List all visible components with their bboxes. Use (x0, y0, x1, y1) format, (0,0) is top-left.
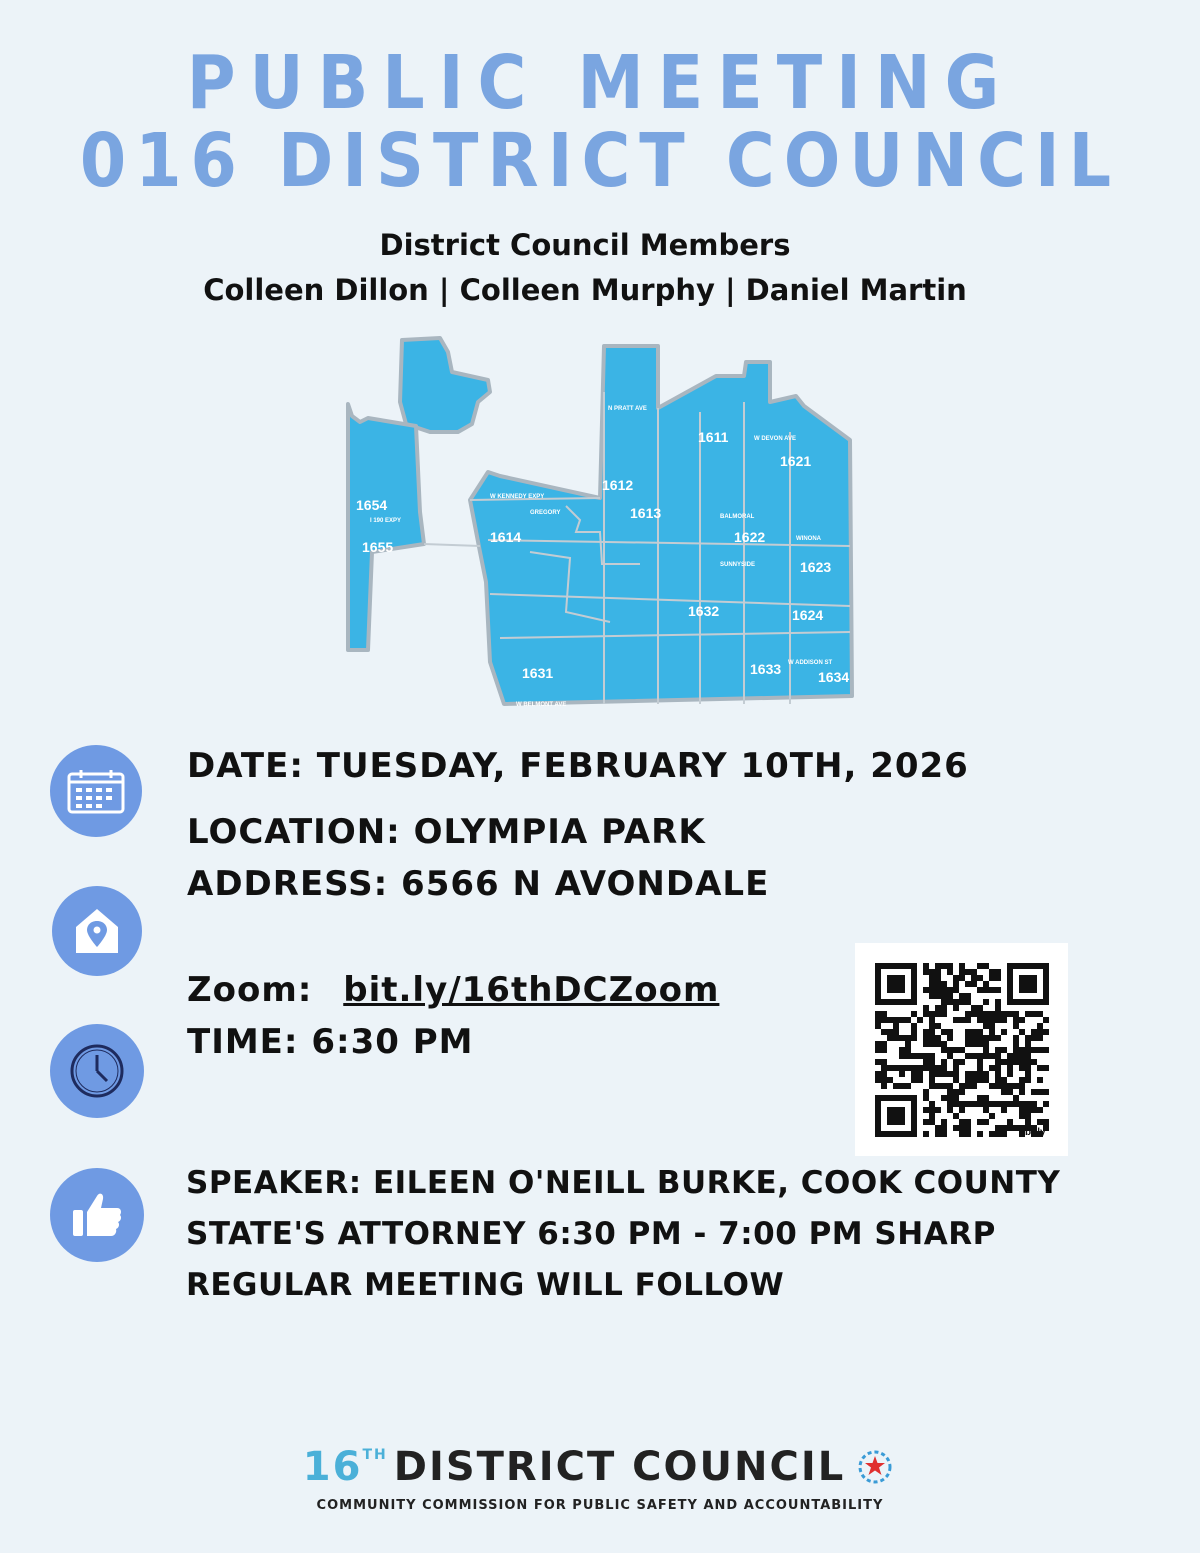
title-line-1: PUBLIC MEETING (186, 40, 1014, 126)
speaker-block (186, 1158, 1060, 1311)
beat-label-1631: 1631 (522, 665, 554, 681)
district-map (340, 332, 860, 712)
street-label-i190: I 190 EXPY (370, 518, 402, 524)
speaker-line-3: REGULAR MEETING WILL FOLLOW (186, 1267, 785, 1303)
footer-subtitle: COMMUNITY COMMISSION FOR PUBLIC SAFETY AND ACCOUNTABILITY (316, 1498, 884, 1513)
beat-label-1632: 1632 (688, 603, 720, 619)
speaker-line-2: STATE'S ATTORNEY 6:30 PM - 7:00 PM SHARP (186, 1216, 996, 1252)
street-label-kennedy: W KENNEDY EXPY (490, 494, 545, 500)
beat-label-1633: 1633 (750, 661, 782, 677)
zoom-label: Zoom: (187, 970, 313, 1010)
beat-label-1611: 1611 (698, 429, 729, 445)
members-names: Colleen Dillon | Colleen Murphy | Daniel Martin (203, 273, 967, 307)
footer-number: 16 (302, 1444, 363, 1490)
beat-label-1634: 1634 (818, 669, 850, 685)
beat-label-1623: 1623 (800, 559, 832, 575)
footer-logo (303, 1444, 897, 1490)
calendar-icon (50, 745, 142, 837)
chicago-star-icon (853, 1445, 897, 1489)
map-area-west (348, 404, 424, 650)
street-label-gregory: GREGORY (530, 510, 561, 516)
footer (0, 1444, 1200, 1513)
beat-label-1622: 1622 (734, 529, 766, 545)
map-area-main (470, 346, 852, 704)
meeting-date: DATE: TUESDAY, FEBRUARY 10TH, 2026 (187, 746, 969, 786)
footer-name: DISTRICT COUNCIL (393, 1444, 846, 1490)
beat-label-1613: 1613 (630, 505, 662, 521)
qr-code-pattern (855, 943, 1068, 1156)
qr-brand-label: bitly (1025, 1127, 1046, 1138)
meeting-time: TIME: 6:30 PM (187, 1022, 474, 1062)
meeting-location: LOCATION: OLYMPIA PARK (187, 812, 706, 852)
beat-label-1612: 1612 (602, 477, 634, 493)
beat-label-1614: 1614 (490, 529, 522, 545)
qr-code[interactable] (855, 943, 1068, 1156)
street-label-addison: W ADDISON ST (788, 660, 833, 666)
street-label-winona: WINONA (796, 536, 821, 542)
home-location-icon (52, 886, 142, 976)
members-heading: District Council Members (379, 228, 791, 262)
meeting-address: ADDRESS: 6566 N AVONDALE (187, 864, 770, 904)
thumbs-up-icon (50, 1168, 144, 1262)
beat-label-1654: 1654 (356, 497, 388, 513)
beat-label-1621: 1621 (780, 453, 812, 469)
street-label-balmoral: BALMORAL (720, 514, 755, 520)
footer-suffix: TH (362, 1447, 388, 1463)
street-label-devon: W DEVON AVE (754, 436, 797, 442)
beat-label-1624: 1624 (792, 607, 824, 623)
street-label-pratt: N PRATT AVE (608, 406, 647, 412)
title-line-2: 016 DISTRICT COUNCIL (79, 118, 1121, 204)
beat-label-1655: 1655 (362, 539, 394, 555)
zoom-row (187, 970, 719, 1010)
street-label-belmont: W BELMONT AVE (516, 702, 567, 708)
street-label-sunnyside: SUNNYSIDE (720, 562, 756, 568)
speaker-line-1: SPEAKER: EILEEN O'NEILL BURKE, COOK COUNTY (186, 1165, 1061, 1201)
zoom-link[interactable]: bit.ly/16thDCZoom (343, 970, 720, 1010)
map-area-north-island (400, 338, 490, 432)
clock-icon (50, 1024, 144, 1118)
